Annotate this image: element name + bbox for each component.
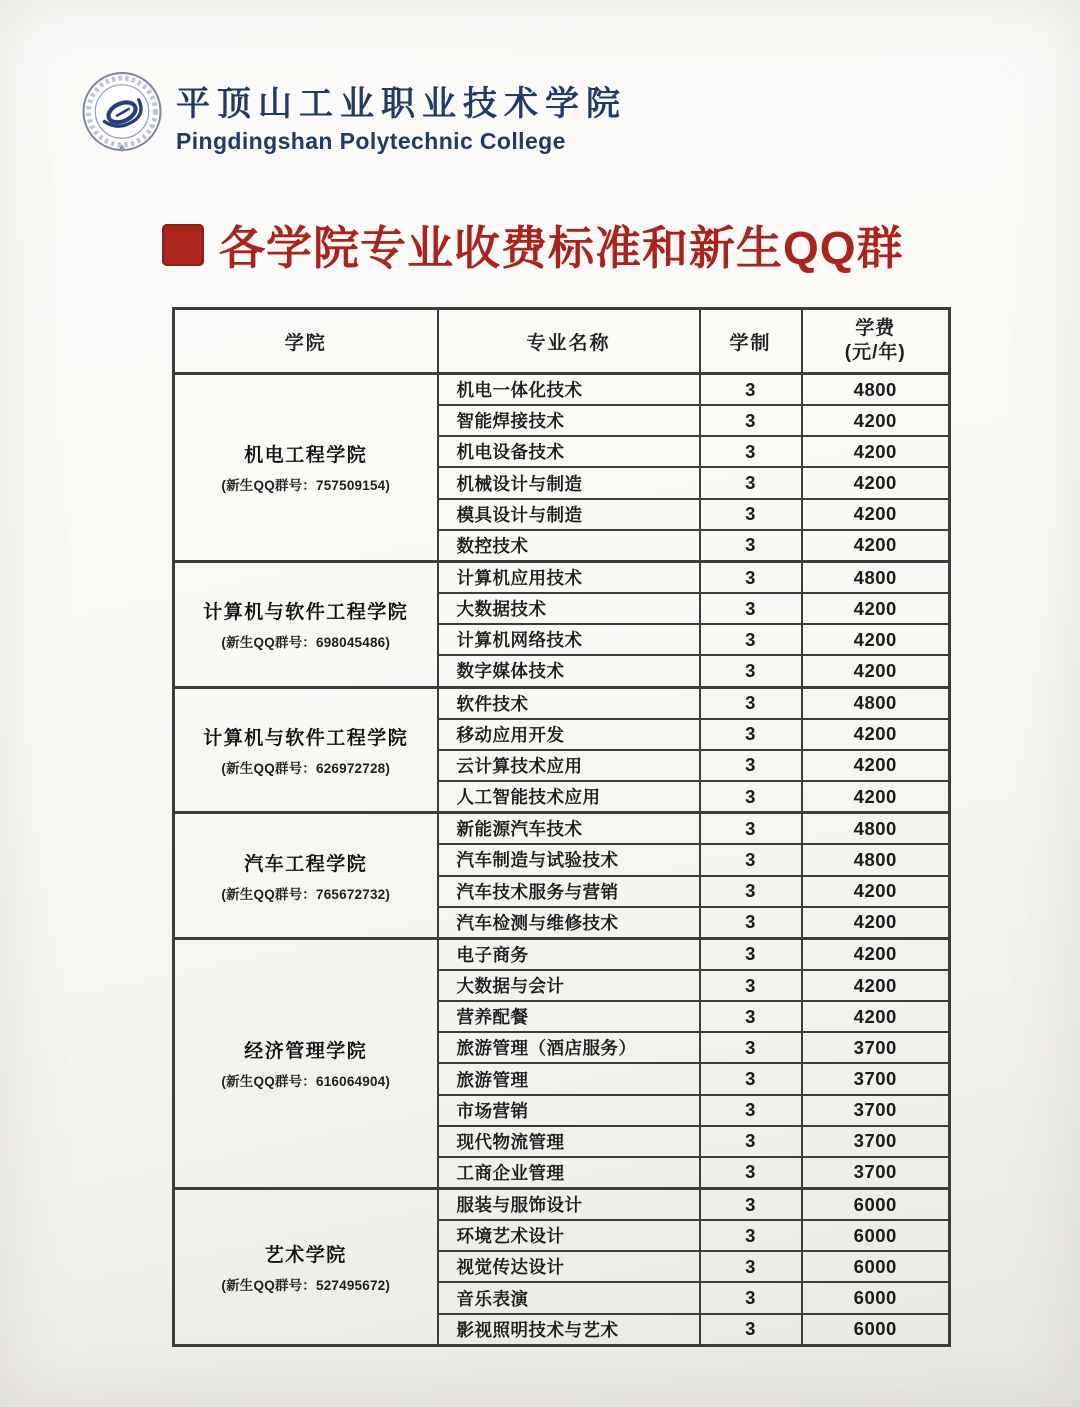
major-name-cell: 数字媒体技术: [438, 655, 700, 687]
fee-cell: 4200: [802, 530, 950, 562]
major-name-cell: 云计算技术应用: [438, 750, 700, 781]
fee-cell: 4200: [802, 499, 950, 530]
major-name-cell: 机械设计与制造: [438, 467, 700, 498]
fee-cell: 6000: [802, 1189, 950, 1221]
major-name-cell: 人工智能技术应用: [438, 781, 700, 813]
fee-cell: 4200: [802, 938, 950, 970]
major-name-cell: 影视照明技术与艺术: [438, 1314, 700, 1346]
duration-cell: 3: [700, 530, 802, 562]
college-qq-label: (新生QQ群号：698045486): [221, 635, 391, 651]
fee-cell: 4200: [802, 624, 950, 655]
major-name-cell: 汽车技术服务与营销: [438, 876, 700, 907]
duration-cell: 3: [700, 1220, 802, 1251]
duration-cell: 3: [700, 1189, 802, 1221]
fee-cell: 4800: [802, 813, 950, 845]
college-cell: [174, 813, 438, 939]
college-logo-text: [176, 76, 627, 155]
col-header-major: 专业名称: [438, 309, 700, 374]
fees-table: [172, 307, 951, 1347]
col-header-years: 学制: [700, 309, 802, 374]
fee-cell: 4800: [802, 687, 950, 719]
duration-cell: 3: [700, 1314, 802, 1346]
table-row: [174, 687, 950, 719]
major-name-cell: 软件技术: [438, 687, 700, 719]
fee-cell: 4800: [802, 374, 950, 406]
table-row: [174, 1189, 950, 1221]
duration-cell: 3: [700, 781, 802, 813]
table-row: [174, 374, 950, 406]
college-cell: [174, 687, 438, 813]
table-row: [174, 561, 950, 593]
duration-cell: 3: [700, 1126, 802, 1157]
fee-cell: 3700: [802, 1032, 950, 1063]
duration-cell: 3: [700, 938, 802, 970]
college-cell: [174, 561, 438, 687]
major-name-cell: 音乐表演: [438, 1282, 700, 1313]
fee-cell: 3700: [802, 1063, 950, 1094]
duration-cell: 3: [700, 655, 802, 687]
college-emblem-icon: [80, 68, 164, 160]
major-name-cell: 大数据技术: [438, 593, 700, 624]
duration-cell: 3: [700, 687, 802, 719]
fee-cell: 3700: [802, 1157, 950, 1189]
duration-cell: 3: [700, 907, 802, 939]
duration-cell: 3: [700, 374, 802, 406]
fee-cell: 4200: [802, 655, 950, 687]
college-name: 计算机与软件工程学院: [203, 727, 409, 749]
major-name-cell: 工商企业管理: [438, 1157, 700, 1189]
duration-cell: 3: [700, 561, 802, 593]
duration-cell: 3: [700, 467, 802, 498]
college-qq-label: (新生QQ群号：626972728): [221, 760, 391, 776]
table-row: [174, 938, 950, 970]
duration-cell: 3: [700, 844, 802, 875]
duration-cell: 3: [700, 1282, 802, 1313]
fee-cell: 6000: [802, 1314, 950, 1346]
major-name-cell: 营养配餐: [438, 1001, 700, 1032]
fee-cell: 4200: [802, 970, 950, 1001]
fee-header-line2: (元/年): [844, 342, 906, 363]
college-name: 机电工程学院: [244, 445, 368, 467]
college-name: 艺术学院: [264, 1245, 347, 1267]
fee-cell: 4200: [802, 719, 950, 750]
college-name: 计算机与软件工程学院: [203, 602, 409, 624]
fee-cell: 4200: [802, 907, 950, 939]
duration-cell: 3: [700, 970, 802, 1001]
major-name-cell: 大数据与会计: [438, 970, 700, 1001]
duration-cell: 3: [700, 1001, 802, 1032]
duration-cell: 3: [700, 624, 802, 655]
table-row: [174, 813, 950, 845]
col-header-fee: [802, 309, 950, 374]
major-name-cell: 旅游管理: [438, 1063, 700, 1094]
duration-cell: 3: [700, 1157, 802, 1189]
major-name-cell: 电子商务: [438, 938, 700, 970]
major-name-cell: 市场营销: [438, 1095, 700, 1126]
fee-cell: 6000: [802, 1251, 950, 1282]
major-name-cell: 移动应用开发: [438, 719, 700, 750]
college-logo-header: [80, 66, 627, 160]
college-cell: [174, 1189, 438, 1346]
fee-cell: 4200: [802, 436, 950, 467]
college-cell: [174, 374, 438, 562]
duration-cell: 3: [700, 436, 802, 467]
college-qq-label: (新生QQ群号：527495672): [221, 1278, 391, 1294]
major-name-cell: 现代物流管理: [438, 1126, 700, 1157]
fees-table-body: [174, 374, 950, 1346]
major-name-cell: 计算机应用技术: [438, 561, 700, 593]
major-name-cell: 智能焊接技术: [438, 405, 700, 436]
fee-cell: 3700: [802, 1126, 950, 1157]
major-name-cell: 汽车检测与维修技术: [438, 907, 700, 939]
major-name-cell: 服装与服饰设计: [438, 1189, 700, 1221]
fee-cell: 6000: [802, 1220, 950, 1251]
duration-cell: 3: [700, 1063, 802, 1094]
duration-cell: 3: [700, 405, 802, 436]
major-name-cell: 汽车制造与试验技术: [438, 844, 700, 875]
fee-cell: 4200: [802, 467, 950, 498]
duration-cell: 3: [700, 1251, 802, 1282]
fee-cell: 4200: [802, 750, 950, 781]
college-cell: [174, 938, 438, 1188]
major-name-cell: 机电设备技术: [438, 436, 700, 467]
fee-cell: 4200: [802, 876, 950, 907]
college-qq-label: (新生QQ群号：616064904): [221, 1074, 391, 1090]
college-qq-label: (新生QQ群号：765672732): [221, 886, 391, 902]
college-name-zh: 平顶山工业职业技术学院: [176, 86, 627, 123]
duration-cell: 3: [700, 593, 802, 624]
major-name-cell: 环境艺术设计: [438, 1220, 700, 1251]
fee-cell: 4200: [802, 1001, 950, 1032]
col-header-college: 学院: [174, 309, 438, 374]
college-name-en: Pingdingshan Polytechnic College: [176, 128, 566, 154]
section-title: [162, 212, 904, 278]
fee-header-line1: 学费: [855, 318, 896, 340]
fee-cell: 6000: [802, 1282, 950, 1313]
major-name-cell: 旅游管理（酒店服务）: [438, 1032, 700, 1063]
fee-cell: 4800: [802, 561, 950, 593]
major-name-cell: 机电一体化技术: [438, 374, 700, 406]
college-name: 经济管理学院: [244, 1041, 368, 1063]
major-name-cell: 视觉传达设计: [438, 1251, 700, 1282]
page-title: 各学院专业收费标准和新生QQ群: [219, 222, 904, 274]
college-qq-label: (新生QQ群号：757509154): [221, 478, 391, 494]
major-name-cell: 数控技术: [438, 530, 700, 562]
duration-cell: 3: [700, 813, 802, 845]
fee-cell: 3700: [802, 1095, 950, 1126]
major-name-cell: 新能源汽车技术: [438, 813, 700, 845]
duration-cell: 3: [700, 1032, 802, 1063]
duration-cell: 3: [700, 499, 802, 530]
duration-cell: 3: [700, 876, 802, 907]
duration-cell: 3: [700, 1095, 802, 1126]
square-bullet-icon: [162, 224, 204, 266]
header-row: [174, 309, 950, 374]
college-name: 汽车工程学院: [244, 853, 368, 875]
fee-cell: 4800: [802, 844, 950, 875]
major-name-cell: 计算机网络技术: [438, 624, 700, 655]
major-name-cell: 模具设计与制造: [438, 499, 700, 530]
fee-cell: 4200: [802, 405, 950, 436]
fee-cell: 4200: [802, 781, 950, 813]
fees-table-header: [174, 309, 950, 374]
duration-cell: 3: [700, 719, 802, 750]
duration-cell: 3: [700, 750, 802, 781]
fee-cell: 4200: [802, 593, 950, 624]
